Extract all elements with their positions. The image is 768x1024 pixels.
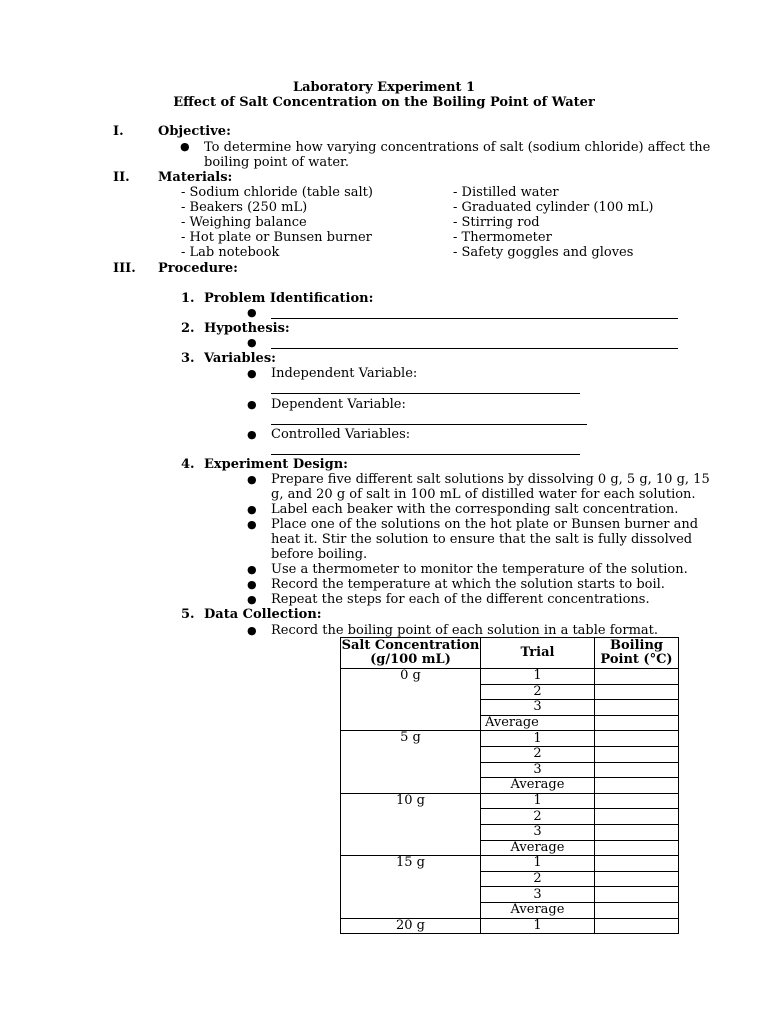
boiling-point-cell[interactable] [595, 871, 679, 887]
design-step-text: Prepare five different salt solutions by dissolving 0 g, 5 g, 10 g, 15 [271, 472, 710, 487]
material-item: - Sodium chloride (table salt) [181, 185, 373, 200]
data-collection-text: Record the boiling point of each solution in a table format. [271, 623, 659, 638]
header-conc-line2: (g/100 mL) [370, 652, 451, 667]
trial-cell: 2 [481, 746, 595, 762]
step-number: 3. [181, 351, 195, 366]
material-item: - Lab notebook [181, 245, 280, 260]
section-numeral-procedure: III. [113, 261, 136, 276]
boiling-point-table [340, 637, 679, 934]
trial-cell: 3 [481, 824, 595, 840]
dependent-variable-label: Dependent Variable: [271, 397, 406, 412]
step-heading-problem: Problem Identification: [204, 291, 374, 306]
boiling-point-cell[interactable] [595, 809, 679, 825]
materials-heading: Materials: [158, 170, 233, 185]
material-item: - Stirring rod [453, 215, 540, 230]
boiling-point-cell[interactable] [595, 700, 679, 716]
step-number: 4. [181, 457, 195, 472]
design-step-text: Label each beaker with the corresponding salt concentration. [271, 502, 679, 517]
boiling-point-cell[interactable] [595, 731, 679, 747]
hypothesis-answer-line [271, 348, 678, 349]
objective-heading: Objective: [158, 124, 231, 139]
trial-cell: 3 [481, 700, 595, 716]
boiling-point-cell[interactable] [595, 778, 679, 794]
controlled-variables-line [271, 454, 580, 455]
trial-cell: 1 [481, 731, 595, 747]
boiling-point-cell[interactable] [595, 840, 679, 856]
document-subtitle: Effect of Salt Concentration on the Boiling Point of Water [173, 95, 595, 110]
trial-cell: Average [481, 840, 595, 856]
table-row [341, 793, 679, 809]
material-item: - Distilled water [453, 185, 559, 200]
step-heading-design: Experiment Design: [204, 457, 348, 472]
controlled-variables-label: Controlled Variables: [271, 427, 411, 442]
material-item: - Hot plate or Bunsen burner [181, 230, 372, 245]
bullet-icon: ● [247, 578, 257, 591]
dependent-variable-line [271, 424, 587, 425]
concentration-cell: 0 g [341, 669, 481, 731]
trial-cell: Average [481, 778, 595, 794]
trial-cell: Average [481, 715, 595, 731]
trial-cell: 1 [481, 793, 595, 809]
concentration-cell: 20 g [341, 918, 481, 934]
boiling-point-cell[interactable] [595, 746, 679, 762]
header-conc-line1: Salt Concentration [341, 638, 480, 653]
concentration-cell: 5 g [341, 731, 481, 793]
trial-cell: 3 [481, 887, 595, 903]
boiling-point-cell[interactable] [595, 856, 679, 872]
bullet-icon: ● [247, 367, 257, 380]
material-item: - Weighing balance [181, 215, 307, 230]
bullet-icon: ● [247, 593, 257, 606]
table-row [341, 731, 679, 747]
boiling-point-cell[interactable] [595, 902, 679, 918]
header-bp-line2: Point (°C) [600, 652, 673, 667]
procedure-heading: Procedure: [158, 261, 238, 276]
boiling-point-cell[interactable] [595, 824, 679, 840]
step-number: 5. [181, 607, 195, 622]
design-step-text: before boiling. [271, 547, 368, 562]
table-header-row [341, 638, 679, 669]
concentration-cell: 15 g [341, 856, 481, 918]
bullet-icon: ● [247, 336, 257, 349]
trial-cell: 1 [481, 856, 595, 872]
bullet-icon: ● [180, 140, 190, 153]
trial-cell: 2 [481, 871, 595, 887]
boiling-point-cell[interactable] [595, 684, 679, 700]
objective-text-line2: boiling point of water. [204, 155, 349, 170]
bullet-icon: ● [247, 398, 257, 411]
trial-cell: 1 [481, 669, 595, 685]
step-heading-hypothesis: Hypothesis: [204, 321, 290, 336]
concentration-cell: 10 g [341, 793, 481, 855]
independent-variable-label: Independent Variable: [271, 366, 418, 381]
table-row [341, 856, 679, 872]
problem-answer-line [271, 318, 678, 319]
boiling-point-cell[interactable] [595, 918, 679, 934]
design-step-text: Record the temperature at which the solution starts to boil. [271, 577, 665, 592]
header-bp-line1: Boiling [609, 638, 663, 653]
material-item: - Thermometer [453, 230, 552, 245]
bullet-icon: ● [247, 306, 257, 319]
material-item: - Beakers (250 mL) [181, 200, 308, 215]
trial-cell: 3 [481, 762, 595, 778]
design-step-text: g, and 20 g of salt in 100 mL of distilled water for each solution. [271, 487, 696, 502]
material-item: - Safety goggles and gloves [453, 245, 634, 260]
bullet-icon: ● [247, 624, 257, 637]
trial-cell: 1 [481, 918, 595, 934]
material-item: - Graduated cylinder (100 mL) [453, 200, 654, 215]
header-salt-concentration [341, 638, 481, 669]
objective-text-line1: To determine how varying concentrations of salt (sodium chloride) affect the [204, 140, 711, 155]
design-step-text: Place one of the solutions on the hot plate or Bunsen burner and [271, 517, 699, 532]
boiling-point-cell[interactable] [595, 715, 679, 731]
design-step-text: Repeat the steps for each of the different concentrations. [271, 592, 650, 607]
table-row [341, 669, 679, 685]
bullet-icon: ● [247, 428, 257, 441]
boiling-point-cell[interactable] [595, 669, 679, 685]
step-number: 1. [181, 291, 195, 306]
design-step-text: heat it. Stir the solution to ensure that the salt is fully dissolved [271, 532, 693, 547]
step-heading-data-collection: Data Collection: [204, 607, 322, 622]
trial-cell: Average [481, 902, 595, 918]
trial-cell: 2 [481, 684, 595, 700]
bullet-icon: ● [247, 563, 257, 576]
independent-variable-line [271, 393, 580, 394]
boiling-point-cell[interactable] [595, 793, 679, 809]
step-number: 2. [181, 321, 195, 336]
boiling-point-cell[interactable] [595, 887, 679, 903]
step-heading-variables: Variables: [204, 351, 276, 366]
bullet-icon: ● [247, 503, 257, 516]
bullet-icon: ● [247, 518, 257, 531]
section-numeral-objective: I. [113, 124, 124, 139]
section-numeral-materials: II. [113, 170, 130, 185]
bullet-icon: ● [247, 473, 257, 486]
boiling-point-cell[interactable] [595, 762, 679, 778]
header-trial: Trial [481, 638, 595, 669]
header-boiling-point [595, 638, 679, 669]
document-title: Laboratory Experiment 1 [292, 80, 476, 95]
design-step-text: Use a thermometer to monitor the temperature of the solution. [271, 562, 688, 577]
trial-cell: 2 [481, 809, 595, 825]
table-row [341, 918, 679, 934]
